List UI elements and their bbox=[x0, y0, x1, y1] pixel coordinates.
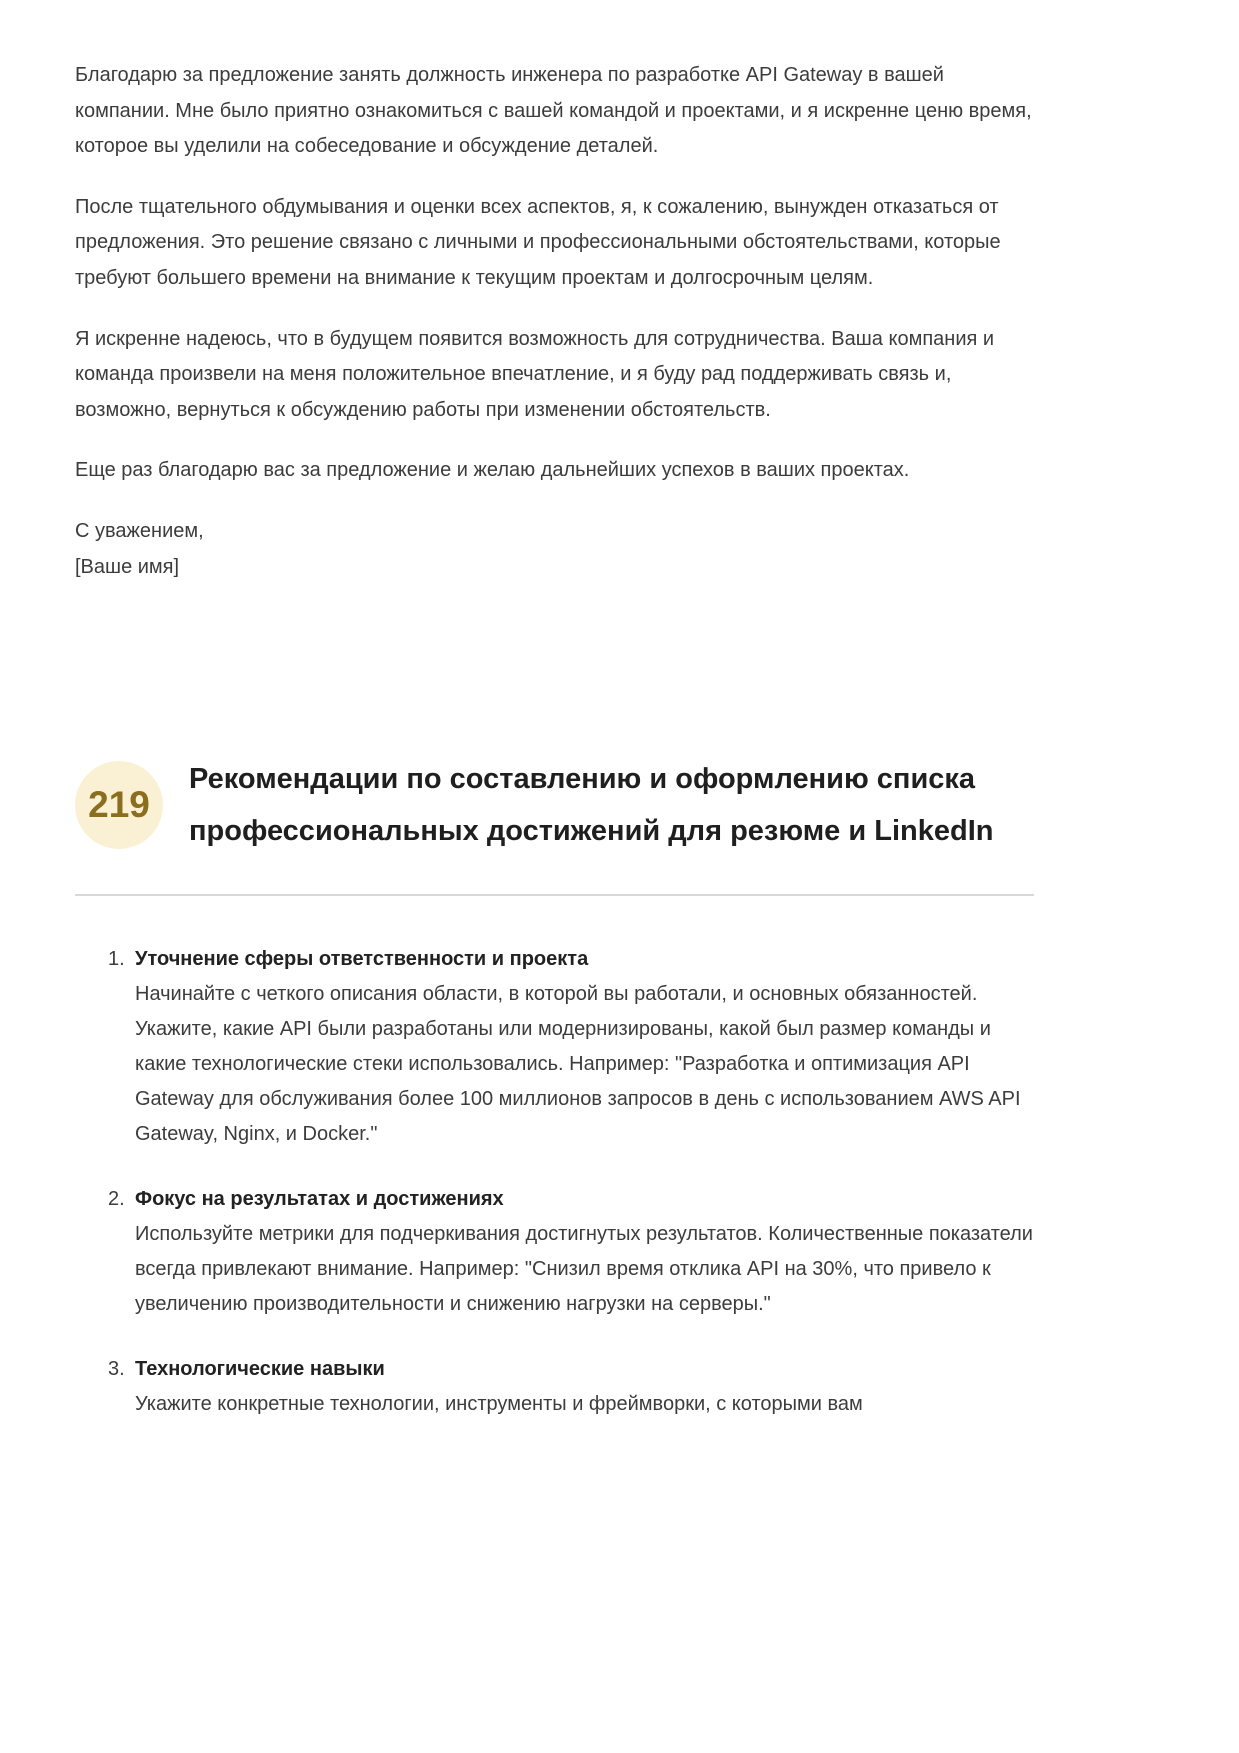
list-item-body: Укажите конкретные технологии, инструменты и фреймворки, с которыми вам bbox=[135, 1392, 863, 1415]
list-item-number: 2. bbox=[108, 1187, 125, 1210]
list-item-title: Фокус на результатах и достижениях bbox=[135, 1187, 504, 1210]
letter-signoff: С уважением, bbox=[75, 519, 204, 542]
letter-paragraph: Благодарю за предложение занять должность инженера по разработке API Gateway в вашей компании. Мне было приятно ознакомиться с вашей командой и проектами, и я искренне ценю время, которое вы уделили на собеседование и обсуждение деталей. bbox=[75, 64, 1032, 158]
list-item bbox=[108, 1182, 1034, 1322]
letter-paragraph: Я искренне надеюсь, что в будущем появится возможность для сотрудничества. Ваша компания и команда произвели на меня положительное впечатление, и я буду рад поддерживать связь и, возможно, вернуться к обсуждению работы при изменении обстоятельств. bbox=[75, 327, 995, 421]
letter-paragraph: Еще раз благодарю вас за предложение и желаю дальнейших успехов в ваших проектах. bbox=[75, 459, 910, 482]
section-divider bbox=[75, 894, 1034, 896]
recommendation-list bbox=[75, 942, 1034, 1422]
list-item bbox=[108, 942, 1034, 1152]
list-item-number: 3. bbox=[108, 1357, 125, 1380]
letter-section bbox=[75, 58, 1034, 585]
section-header bbox=[75, 753, 1034, 857]
question-number-badge bbox=[75, 761, 163, 849]
list-item-number: 1. bbox=[108, 947, 125, 970]
list-item-title: Технологические навыки bbox=[135, 1357, 385, 1380]
list-item-content bbox=[135, 1352, 863, 1422]
list-item-content bbox=[135, 942, 1034, 1152]
list-item-content bbox=[135, 1182, 1034, 1322]
list-item-body: Начинайте с четкого описания области, в которой вы работали, и основных обязанностей. Укажите, какие API были разработаны или модернизированы, какой был размер команды и какие технологические стеки использовались. Например: "Разработка и оптимизация API Gateway для обслуживания более 100 миллионов запросов в день с использованием AWS API Gateway, Nginx, и Docker." bbox=[135, 982, 1021, 1145]
list-item-body: Используйте метрики для подчеркивания достигнутых результатов. Количественные показатели всегда привлекают внимание. Например: "Снизил время отклика API на 30%, что привело к увеличению производительности и снижению нагрузки на серверы." bbox=[135, 1222, 1033, 1315]
question-number: 219 bbox=[88, 784, 150, 826]
list-item-title: Уточнение сферы ответственности и проекта bbox=[135, 947, 589, 970]
letter-paragraph: После тщательного обдумывания и оценки всех аспектов, я, к сожалению, вынужден отказаться от предложения. Это решение связано с личными и профессиональными обстоятельствами, которые требуют большего времени на внимание к текущим проектам и долгосрочным целям. bbox=[75, 195, 1001, 289]
section-title: Рекомендации по составлению и оформлению списка профессиональных достижений для резюме и LinkedIn bbox=[189, 763, 994, 848]
list-item bbox=[108, 1352, 1034, 1422]
letter-signature bbox=[75, 514, 1034, 585]
letter-signature-name: [Ваше имя] bbox=[75, 555, 180, 578]
